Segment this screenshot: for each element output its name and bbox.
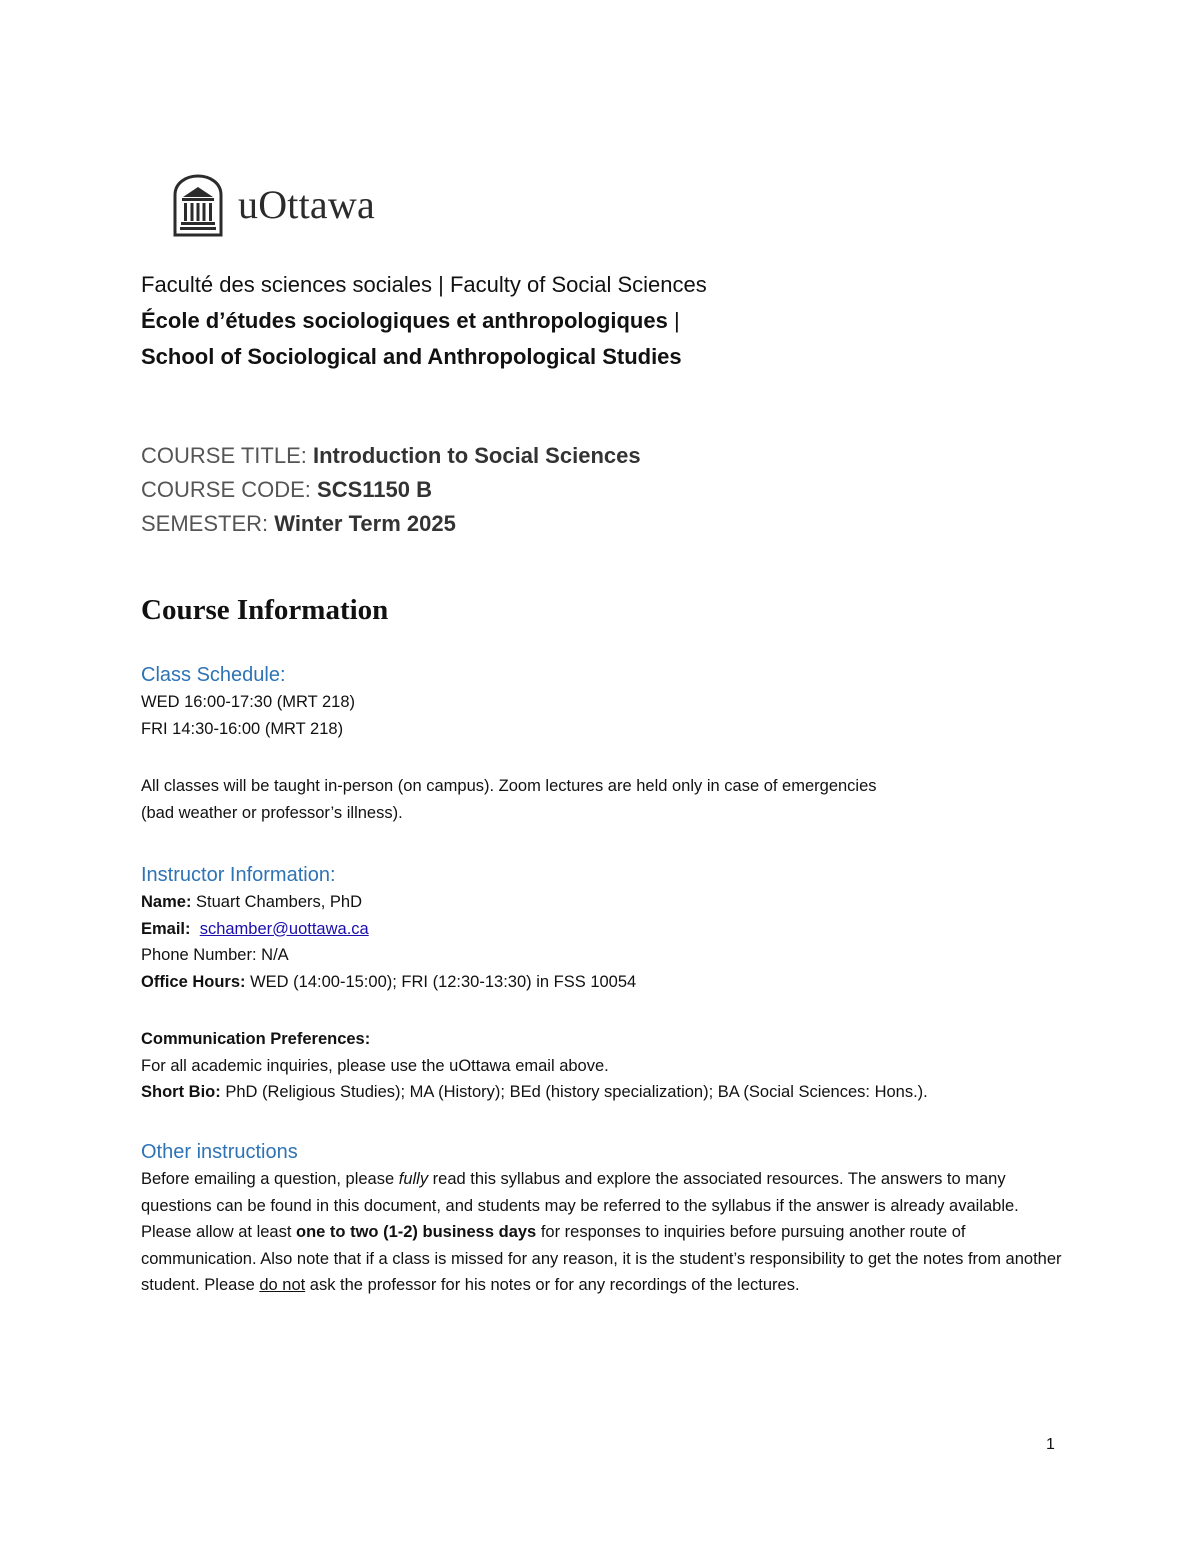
other-instructions-section (141, 1138, 1068, 1299)
semester-label: SEMESTER: (141, 511, 275, 536)
other-instructions-heading: Other instructions (141, 1141, 298, 1163)
course-code-label: COURSE CODE: (141, 477, 318, 502)
other-text-2: read this syllabus and explore the associated resources. The answers to many questions can be found in this document, and students may be referred to the syllabus if the answer is already available. Please allow at least (141, 1170, 1019, 1241)
semester-line (141, 507, 1080, 541)
class-schedule-heading: Class Schedule: (141, 664, 286, 686)
office-hours-value: WED (14:00-15:00); FRI (12:30-13:30) in FSS 10054 (245, 972, 637, 991)
schedule-line-wed: WED 16:00-17:30 (MRT 218) (141, 693, 355, 711)
school-name-en: School of Sociological and Anthropological Studies (141, 344, 682, 369)
other-text-3: for responses to inquiries before pursuing another route of communication. Also note that if a class is missed for any reason, it is the student’s responsibility to get the notes from another student. Please (141, 1223, 1062, 1294)
school-line-fr (141, 303, 1080, 339)
name-value: Stuart Chambers, PhD (191, 893, 363, 911)
other-instructions-paragraph (141, 1166, 1068, 1299)
other-text-4: ask the professor for his notes or for any recordings of the lectures. (305, 1276, 800, 1294)
institution-header (141, 267, 1080, 375)
course-title-line (141, 439, 1080, 473)
course-code-line (141, 473, 1080, 507)
name-label: Name: (141, 893, 192, 911)
communication-label-text: Communication Preferences: (141, 1030, 371, 1048)
course-details (141, 439, 1080, 541)
communication-label (141, 1026, 1080, 1053)
university-building-icon (172, 173, 224, 237)
email-label: Email: (141, 919, 191, 938)
instructor-name-line (141, 889, 1080, 916)
short-bio-line (141, 1079, 1080, 1106)
course-title-value: Introduction to Social Sciences (312, 443, 641, 468)
school-separator: | (667, 308, 680, 333)
instructor-email-line (141, 916, 1080, 943)
course-information-heading: Course Information (141, 594, 389, 626)
short-bio-value: PhD (Religious Studies); MA (History); BEd (history specialization); BA (Social Sciences: Hons.). (220, 1083, 928, 1101)
schedule-line-fri: FRI 14:30-16:00 (MRT 218) (141, 719, 344, 738)
delivery-note (141, 773, 1080, 826)
course-code-value: SCS1150 B (317, 477, 432, 502)
semester-value: Winter Term 2025 (274, 511, 456, 536)
page-number: 1 (1046, 1436, 1055, 1453)
instructor-heading: Instructor Information: (141, 864, 336, 886)
faculty-line: Faculté des sciences sociales | Faculty of Social Sciences (141, 272, 707, 297)
other-text-business-days: one to two (1-2) business days (296, 1223, 537, 1241)
communication-section (141, 1026, 1080, 1106)
phone-line: Phone Number: N/A (141, 946, 289, 964)
instructor-section (141, 861, 1080, 995)
other-text-1: Before emailing a question, please (141, 1170, 399, 1188)
school-name-fr: École d’études sociologiques et anthropologiques (141, 308, 668, 333)
short-bio-label: Short Bio: (141, 1083, 221, 1101)
class-schedule-section (141, 661, 1080, 742)
office-hours-line (141, 969, 1080, 996)
course-title-label: COURSE TITLE: (141, 443, 313, 468)
uottawa-logo (172, 172, 375, 238)
other-text-do-not: do not (259, 1276, 306, 1294)
logo-wordmark: uOttawa (238, 182, 375, 227)
communication-value: For all academic inquiries, please use the uOttawa email above. (141, 1056, 609, 1075)
other-text-fully: fully (398, 1170, 429, 1188)
delivery-note-line-1: All classes will be taught in-person (on campus). Zoom lectures are held only in case of emergencies (141, 777, 877, 795)
office-hours-label: Office Hours: (141, 972, 246, 991)
course-information-heading-wrap (141, 594, 1080, 627)
delivery-note-line-2: (bad weather or professor’s illness). (141, 803, 403, 822)
email-link[interactable]: schamber@uottawa.ca (199, 919, 369, 938)
